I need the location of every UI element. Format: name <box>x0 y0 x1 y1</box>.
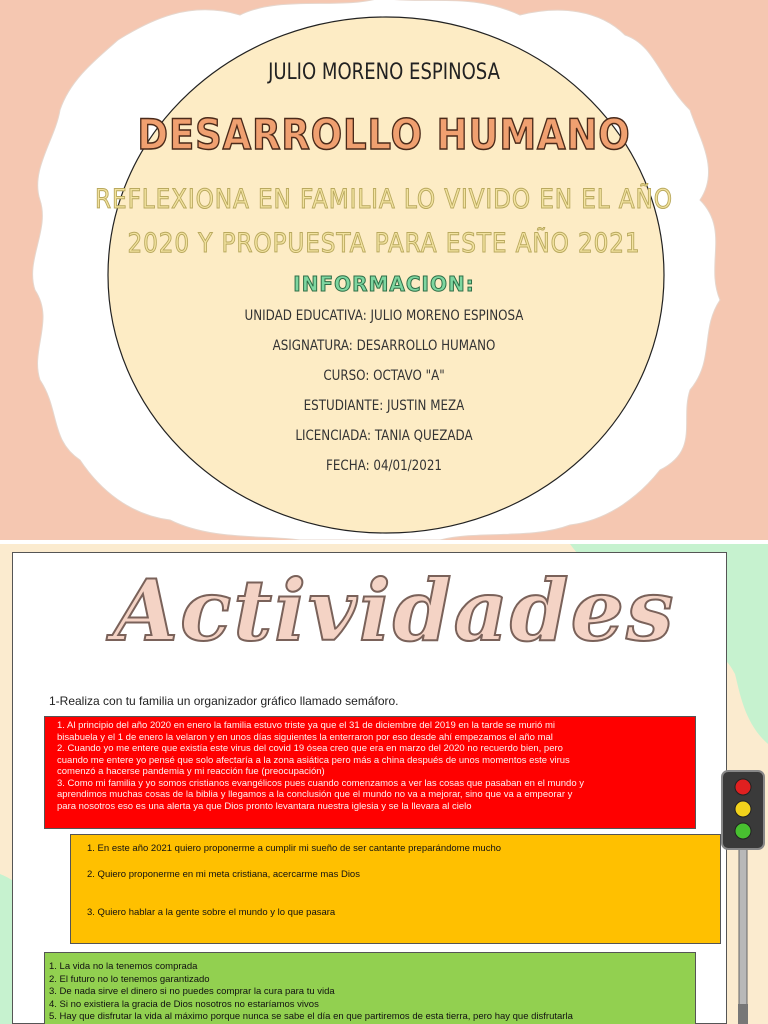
list-item: 1. Al principio del año 2020 en enero la familia estuvo triste ya que el 31 de diciembre del 2019 en la tarde se murió mi <box>57 720 555 731</box>
list-item: 4. Si no existiera la gracia de Dios nosotros no estaríamos vivos <box>49 998 319 1010</box>
red-items-list <box>57 720 687 812</box>
list-item: aprendimos muchas cosas de la biblia y llegamos a la conclusión que el mundo no va a mejorar, sino que va a empeorar y <box>57 789 573 800</box>
subtitle-line-1: REFLEXIONA EN FAMILIA LO VIVIDO EN EL AÑO <box>95 184 673 215</box>
info-heading: INFORMACION: <box>293 272 475 296</box>
school-name-header: JULIO MORENO ESPINOSA <box>268 60 500 85</box>
activity-instruction: 1-Realiza con tu familia un organizador gráfico llamado semáforo. <box>49 694 399 708</box>
cover-subtitle <box>54 178 714 266</box>
list-item: 3. Como mi familia y yo somos cristianos evangélicos pues cuando comenzamos a ver las cosas que pasaban en el mundo y <box>57 777 584 789</box>
traffic-light-icon <box>720 769 766 1024</box>
yellow-lamp <box>735 801 751 817</box>
list-item: comenzó a hacerse pandemia y mi reacción fue (preocupación) <box>57 766 325 777</box>
activities-title: Actividades <box>113 561 676 660</box>
traffic-light-pole <box>739 849 747 1024</box>
list-item: 2. El futuro no lo tenemos garantizado <box>49 973 210 985</box>
traffic-light-base <box>738 1004 748 1024</box>
list-item: 3. De nada sirve el dinero si no puedes comprar la cura para tu vida <box>49 986 335 997</box>
green-light-box <box>44 952 696 1024</box>
list-item: 1. En este año 2021 quiero proponerme a cumplir mi sueño de ser cantante preparándome mucho <box>87 843 502 854</box>
red-light-box <box>44 716 696 829</box>
list-item: cuando me entere yo pensé que solo afectaría a la zona asiática pero más a china después de unos momentos este virus <box>57 754 570 766</box>
cover-title: DESARROLLO HUMANO <box>137 110 631 159</box>
red-lamp <box>735 779 751 795</box>
list-item: bisabuela y el 1 de enero la velaron y en unos días siguientes la enterraron por eso desde ahí empezamos el año mal <box>57 731 553 743</box>
green-lamp <box>735 823 751 839</box>
info-school: UNIDAD EDUCATIVA: JULIO MORENO ESPINOSA <box>244 308 524 324</box>
list-item: 5. Hay que disfrutar la vida al máximo porque nunca se sabe el día en que partiremos de esta tierra, pero hay que disfrutarla <box>49 1011 573 1022</box>
list-item: 1. La vida no la tenemos comprada <box>49 961 198 972</box>
info-date: FECHA: 04/01/2021 <box>326 458 442 474</box>
yellow-light-box <box>70 834 721 944</box>
activities-page <box>0 544 768 1024</box>
info-teacher: LICENCIADA: TANIA QUEZADA <box>295 428 473 444</box>
info-student: ESTUDIANTE: JUSTIN MEZA <box>303 398 465 414</box>
green-items-list <box>49 961 689 1024</box>
list-item: 2. Cuando yo me entere que existía este virus del covid 19 ósea creo que era en marzo del 2020 no recuerdo bien, pero <box>57 743 563 754</box>
list-item: para nosotros eso es una alerta ya que Dios pronto levantara nuestra iglesia y se la llevara al cielo <box>57 800 472 812</box>
info-subject: ASIGNATURA: DESARROLLO HUMANO <box>272 338 496 354</box>
list-item: 2. Quiero proponerme en mi meta cristiana, acercarme mas Dios <box>87 869 360 880</box>
list-item: 3. Quiero hablar a la gente sobre el mundo y lo que pasara <box>87 907 336 918</box>
info-course: CURSO: OCTAVO "A" <box>323 368 445 384</box>
subtitle-line-2: 2020 Y PROPUESTA PARA ESTE AÑO 2021 <box>127 228 641 259</box>
